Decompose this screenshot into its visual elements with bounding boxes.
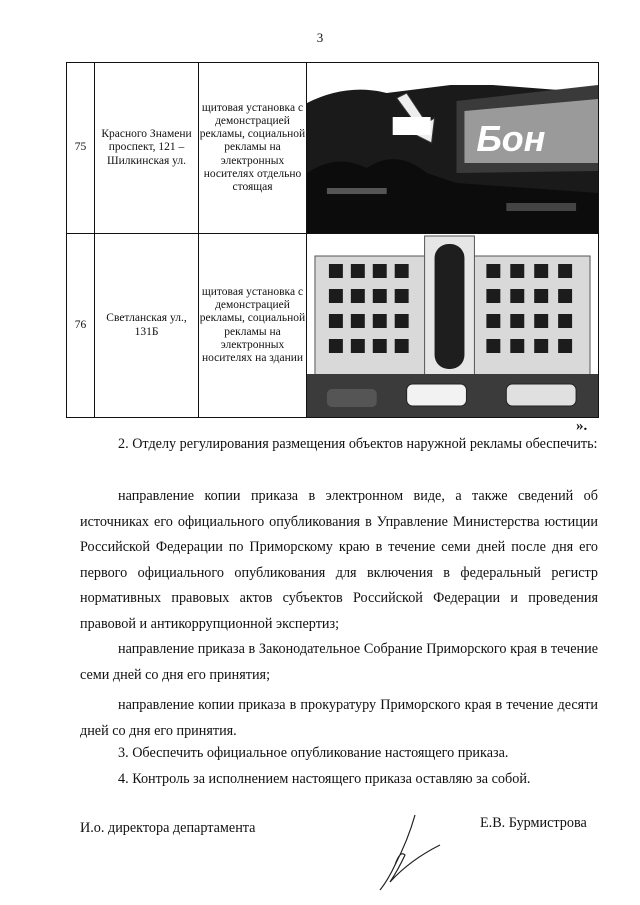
- svg-text:Бон: Бон: [476, 117, 546, 160]
- signature-icon: [360, 810, 450, 895]
- paragraph-2a: направление копии приказа в электронном виде, а также сведений об источниках его официального опубликования в Управление Министерства юстиции Российской Федерации по Приморскому краю в течение семи дней после дня его первого официального опубликования для включения в федеральный регистр нормативных правовых актов субъектов Российской Федерации и проведения правовой и антикоррупционной экспертиз;: [80, 488, 598, 632]
- paragraph-2: 2. Отделу регулирования размещения объектов наружной рекламы обеспечить:: [118, 436, 598, 452]
- signatory-name: Е.В. Бурмистрова: [480, 815, 587, 831]
- item-2c: [80, 693, 598, 744]
- closing-quote: ».: [576, 418, 588, 434]
- item-2a: [80, 484, 598, 637]
- row-address: Красного Знамени проспект, 121 – Шилкинская ул.: [95, 63, 199, 234]
- row-number: 76: [67, 234, 95, 418]
- page-number: 3: [316, 30, 324, 45]
- row-address: Светланская ул., 131Б: [95, 234, 199, 418]
- building-photo-icon: [307, 234, 599, 418]
- table-row: [67, 234, 599, 418]
- paragraph-4: 4. Контроль за исполнением настоящего приказа оставляю за собой.: [118, 771, 531, 787]
- paragraph-3: 3. Обеспечить официальное опубликование настоящего приказа.: [118, 745, 509, 761]
- paragraph-2b: направление приказа в Законодательное Собрание Приморского края в течение семи дней со дня его принятия;: [80, 641, 598, 683]
- signatory-position: И.о. директора департамента: [80, 820, 256, 836]
- row-construction-type: щитовая установка с демонстрацией рекламы, социальной рекламы на электронных носителях на здании: [199, 234, 307, 418]
- ad-locations-table: [66, 62, 599, 418]
- item-2b: [80, 637, 598, 688]
- billboard-photo-icon: [307, 63, 599, 234]
- row-number: 75: [67, 63, 95, 234]
- item-4: [80, 767, 598, 793]
- paragraph-2c: направление копии приказа в прокуратуру Приморского края в течение десяти дней со дня его принятия.: [80, 697, 598, 739]
- table-row: [67, 63, 599, 234]
- item-2: [80, 432, 598, 458]
- item-3: [80, 741, 598, 767]
- row-construction-type: щитовая установка с демонстрацией рекламы, социальной рекламы на электронных носителях отдельно стоящая: [199, 63, 307, 234]
